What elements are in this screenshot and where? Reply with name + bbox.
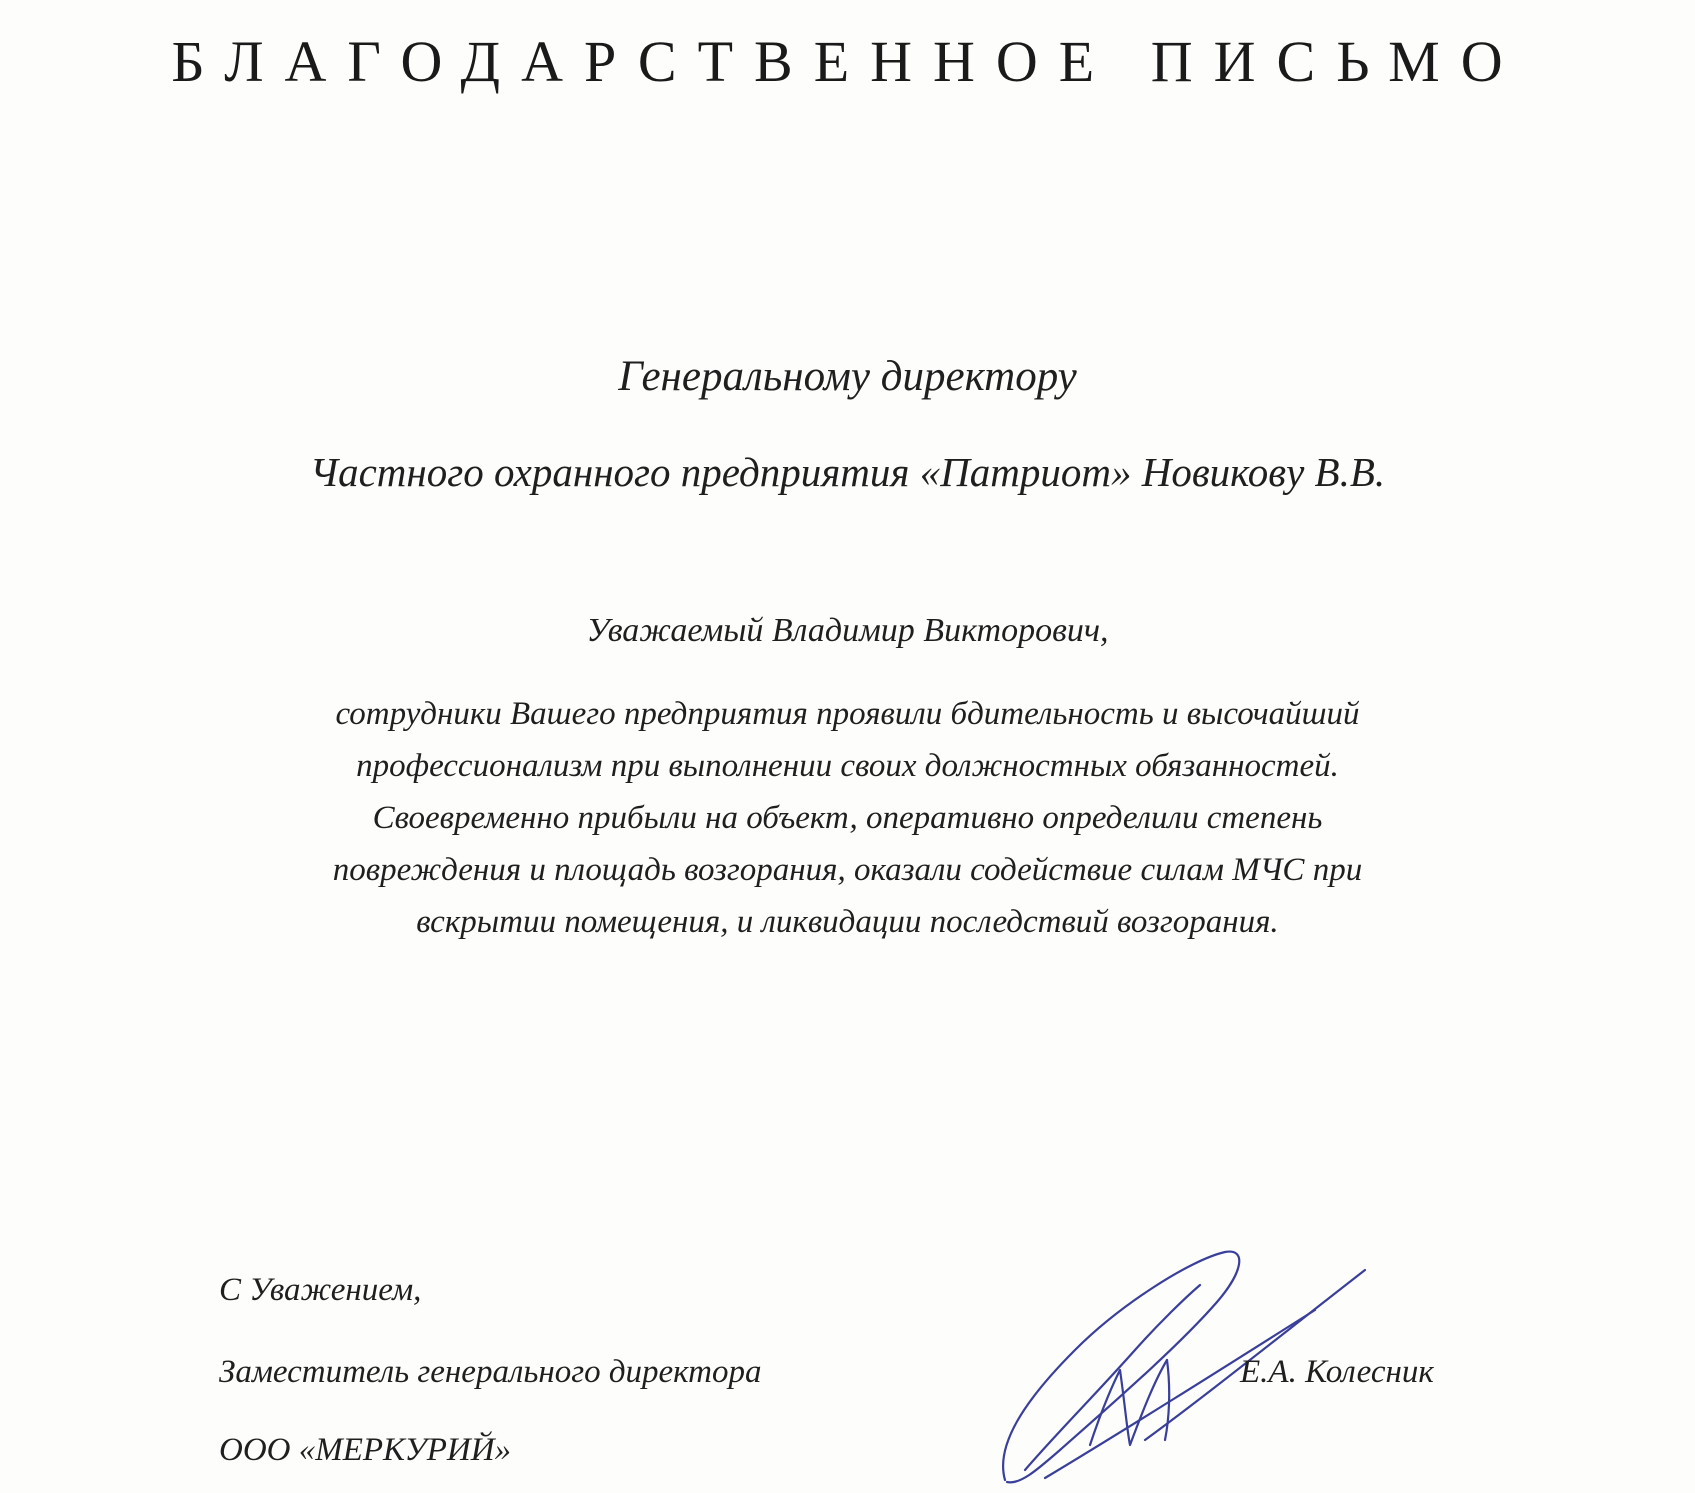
sender-position: Заместитель генерального директора: [219, 1354, 762, 1390]
body-line: повреждения и площадь возгорания, оказали содействие силам МЧС при: [332, 852, 1363, 888]
sender-company: ООО «МЕРКУРИЙ»: [219, 1432, 512, 1468]
body-line: вскрытии помещения, и ликвидации последствий возгорания.: [416, 904, 1279, 940]
salutation: Уважаемый Владимир Викторович,: [586, 612, 1109, 649]
letter-title: БЛАГОДАРСТВЕННОЕ ПИСЬМО: [171, 29, 1524, 94]
letter-body: [200, 688, 1495, 948]
closing: С Уважением,: [219, 1272, 422, 1308]
addressee-role: Генеральному директору: [618, 353, 1077, 400]
body-line: Своевременно прибыли на объект, оперативно определили степень: [372, 800, 1323, 836]
body-line: профессионализм при выполнении своих должностных обязанностей.: [356, 748, 1339, 784]
signer-name: Е.А. Колесник: [1240, 1354, 1434, 1390]
addressee-organization: Частного охранного предприятия «Патриот» Новикову В.В.: [309, 449, 1386, 495]
body-line: сотрудники Вашего предприятия проявили бдительность и высочайший: [335, 696, 1360, 732]
